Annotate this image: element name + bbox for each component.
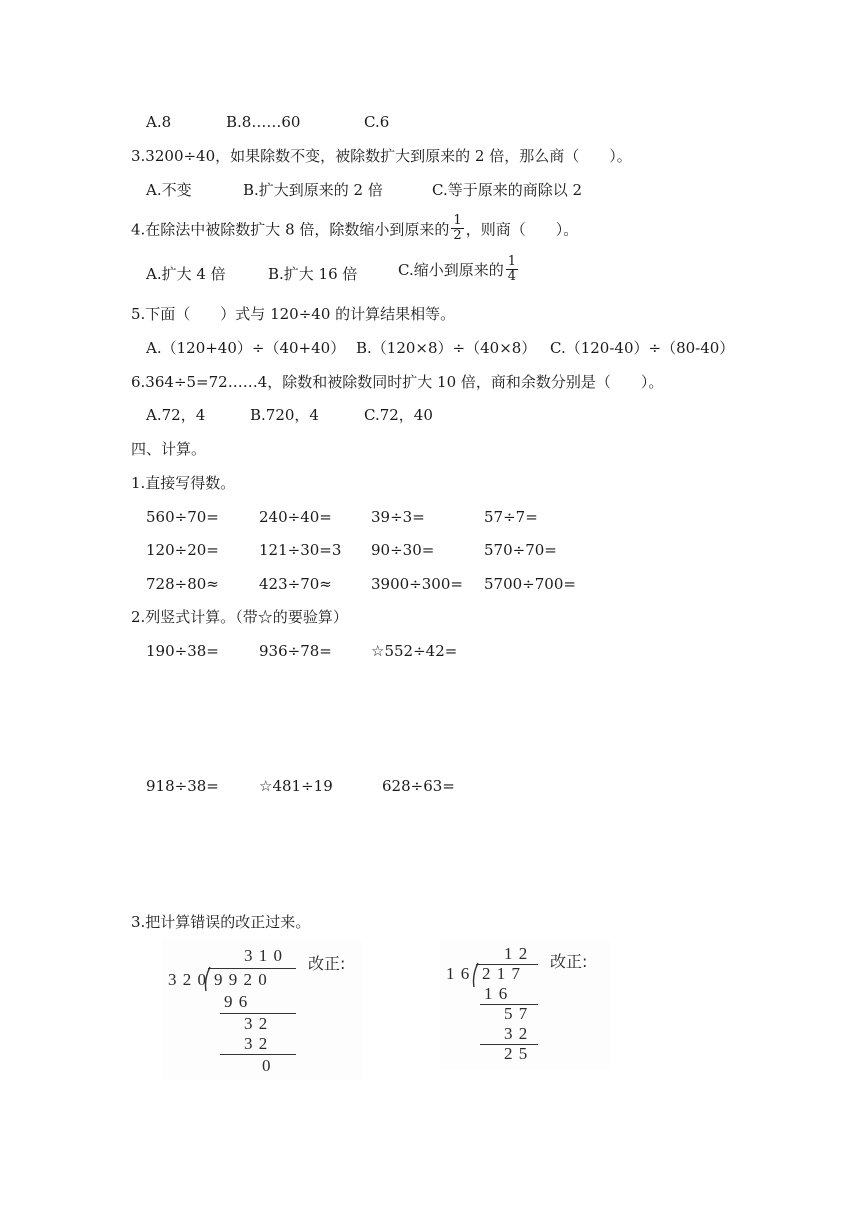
calc1-step3: 3 2 — [244, 1034, 269, 1053]
calc2-divisor: 1 6 — [446, 964, 471, 983]
q4-stem-before: 4.在除法中被除数扩大 8 倍，除数缩小到原来的 — [131, 220, 450, 239]
q4-option-c-text: C.缩小到原来的 — [398, 261, 504, 279]
calc1-dividend: 9 9 2 0 — [214, 970, 268, 989]
oral-calc-item: 560÷70= — [146, 508, 219, 526]
oral-calc-item: 423÷70≈ — [259, 575, 332, 593]
calc2-step2: 5 7 — [504, 1004, 529, 1023]
oral-calc-item: 570÷70= — [484, 541, 557, 559]
q4-stem — [131, 213, 579, 245]
calc2-division-bracket — [472, 962, 482, 988]
q3-option-a: A.不变 — [146, 181, 192, 199]
q4-option-b: B.扩大 16 倍 — [268, 265, 358, 283]
q4-option-a: A.扩大 4 倍 — [146, 265, 226, 283]
q4-option-c-denominator: 4 — [507, 268, 516, 284]
q3-option-b: B.扩大到原来的 2 倍 — [243, 181, 383, 199]
part3-title: 3.把计算错误的改正过来。 — [131, 913, 311, 931]
calc2-quotient: 1 2 — [504, 944, 529, 963]
calc1-rule-2 — [220, 1054, 296, 1055]
calc2-step1: 1 6 — [484, 984, 509, 1003]
written-calc-item: 190÷38= — [146, 642, 219, 660]
calc1-step1: 9 6 — [224, 992, 249, 1011]
oral-calc-item: 120÷20= — [146, 541, 219, 559]
oral-calc-item: 240÷40= — [259, 508, 332, 526]
oral-calc-item: 3900÷300= — [371, 575, 463, 593]
oral-calc-item: 57÷7= — [484, 508, 538, 526]
calc1-divisor: 3 2 0 — [168, 970, 207, 989]
calc2-dividend: 2 1 7 — [482, 964, 521, 983]
error-calc-2 — [440, 940, 610, 1070]
q6-option-c: C.72，40 — [364, 406, 433, 424]
calc2-correction-label: 改正: — [550, 952, 588, 971]
q4-option-c-fraction — [506, 255, 518, 284]
part1-title: 1.直接写得数。 — [131, 474, 236, 492]
written-calc-item: 628÷63= — [382, 777, 455, 795]
q4-option-c-numerator: 1 — [507, 253, 516, 269]
q2-option-c: C.6 — [364, 113, 390, 131]
calc2-step3: 3 2 — [504, 1024, 529, 1043]
q6-stem: 6.364÷5=72……4，除数和被除数同时扩大 10 倍，商和余数分别是（ ）。 — [131, 373, 664, 391]
q4-stem-after: ，则商（ ）。 — [465, 220, 579, 239]
q3-option-c: C.等于原来的商除以 2 — [432, 181, 583, 199]
part2-title: 2.列竖式计算。（带☆的要验算） — [131, 608, 348, 626]
calc2-remainder: 2 5 — [504, 1044, 529, 1063]
q4-fraction-denominator: 2 — [453, 228, 462, 243]
q4-option-c — [398, 253, 520, 286]
written-calc-item: ☆481÷19 — [259, 777, 333, 795]
oral-calc-item: 90÷30= — [371, 541, 435, 559]
oral-calc-item: 121÷30=3 — [259, 541, 342, 559]
oral-calc-item: 5700÷700= — [484, 575, 576, 593]
calc1-quotient: 3 1 0 — [244, 946, 283, 965]
q2-option-b: B.8……60 — [226, 113, 301, 131]
q4-fraction — [451, 214, 463, 243]
q5-stem: 5.下面（ ）式与 120÷40 的计算结果相等。 — [131, 305, 456, 323]
q5-option-a: A.（120+40）÷（40+40） — [146, 339, 346, 357]
q6-option-b: B.720，4 — [250, 406, 319, 424]
q4-fraction-numerator: 1 — [453, 213, 462, 228]
q5-option-b: B.（120×8）÷（40×8） — [356, 339, 537, 357]
section-title: 四、计算。 — [131, 440, 207, 458]
oral-calc-item: 728÷80≈ — [146, 575, 219, 593]
calc1-step2: 3 2 — [244, 1014, 269, 1033]
q3-stem: 3.3200÷40，如果除数不变，被除数扩大到原来的 2 倍，那么商（ ）。 — [131, 147, 632, 165]
calc1-correction-label: 改正: — [308, 954, 346, 973]
calc1-division-bracket — [204, 966, 214, 992]
q6-option-a: A.72，4 — [146, 406, 206, 424]
written-calc-item: 918÷38= — [146, 777, 219, 795]
calc1-remainder: 0 — [262, 1056, 271, 1075]
written-calc-item: 936÷78= — [259, 642, 332, 660]
error-calc-1 — [162, 940, 362, 1080]
q2-option-a: A.8 — [146, 113, 172, 131]
written-calc-item: ☆552÷42= — [371, 642, 458, 660]
q5-option-c: C.（120-40）÷（80-40） — [550, 339, 735, 357]
oral-calc-item: 39÷3= — [371, 508, 425, 526]
